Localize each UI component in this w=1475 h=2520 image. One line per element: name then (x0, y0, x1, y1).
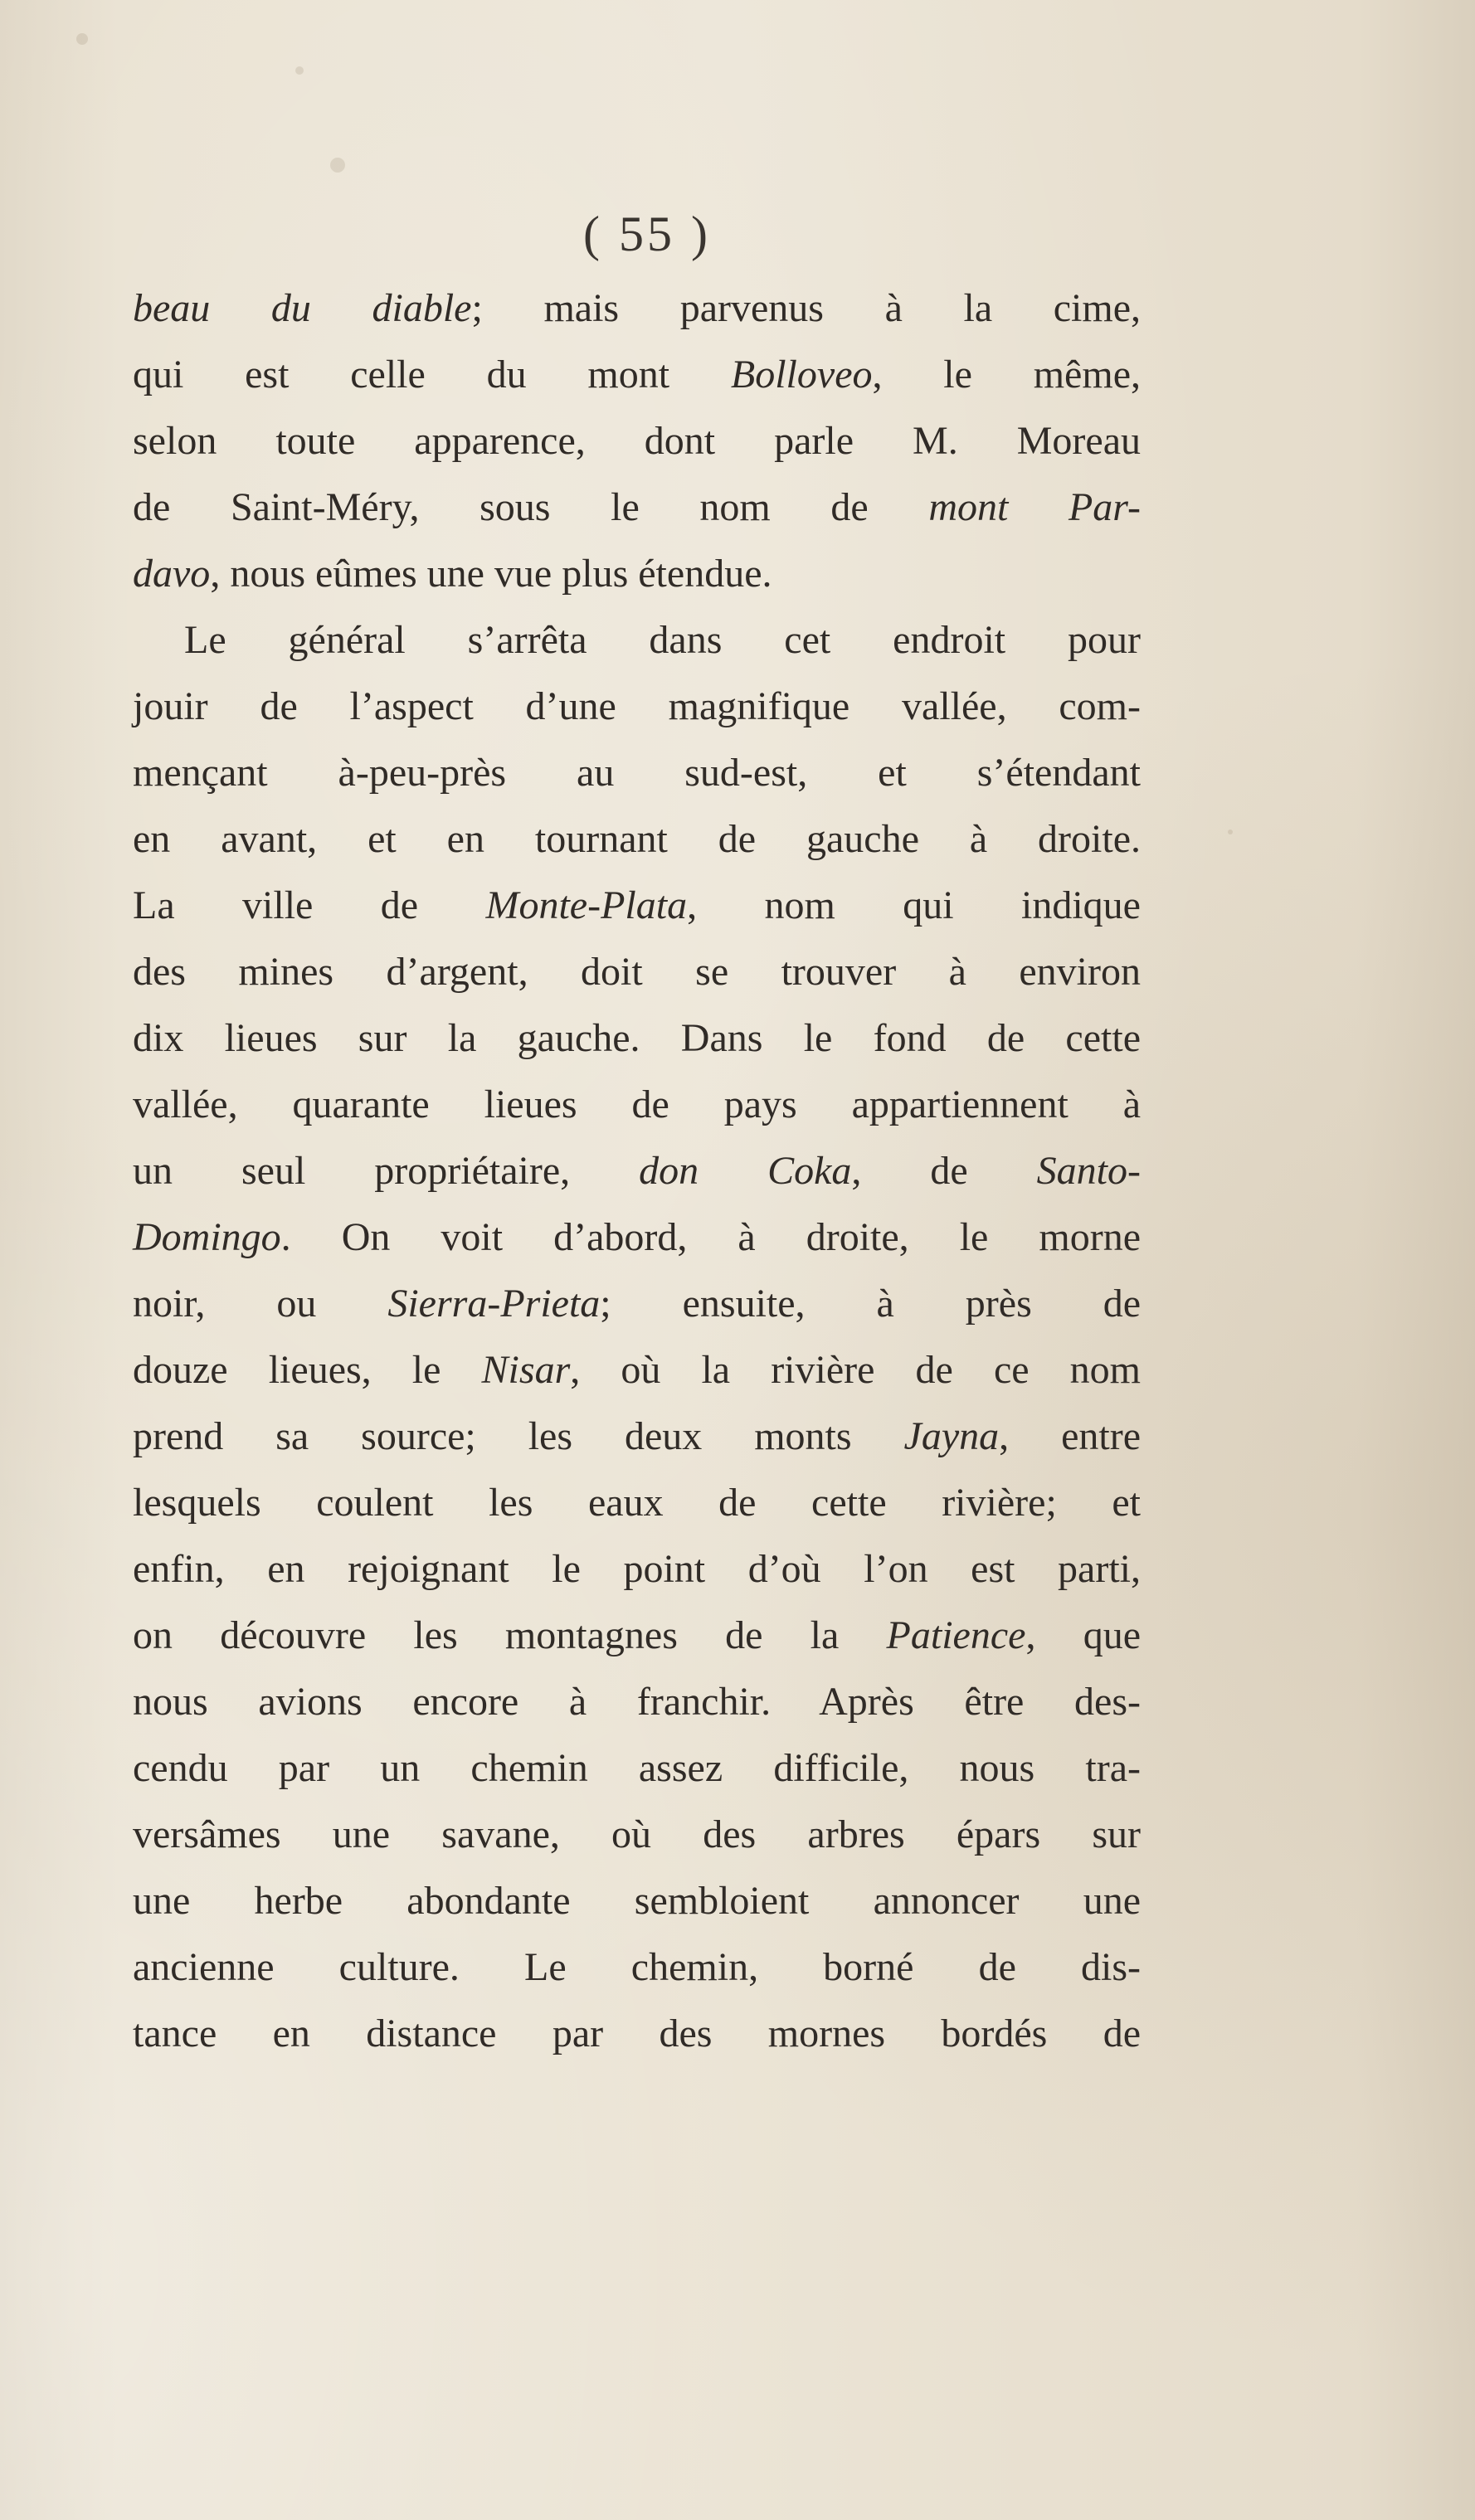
text-line (133, 1536, 1141, 1603)
italic-text: beau du diable (133, 286, 472, 330)
foxing-spot (330, 158, 345, 173)
page-number: ( 55 ) (583, 207, 711, 261)
text-line (133, 474, 1141, 541)
text-run: qui est celle du mont (133, 353, 731, 396)
foxing-spot (295, 66, 304, 75)
text-run: vallée, quarante lieues de pays appartiennent à (133, 1082, 1141, 1126)
text-line (133, 607, 1141, 674)
text-line (133, 275, 1141, 342)
text-line (133, 1868, 1141, 1934)
italic-text: Patience (886, 1613, 1026, 1657)
text-line (133, 342, 1141, 408)
text-line (133, 2001, 1141, 2067)
italic-text: mont Par- (928, 485, 1141, 529)
text-run: une herbe abondante sembloient annoncer une (133, 1879, 1141, 1923)
text-run: dix lieues sur la gauche. Dans le fond de cette (133, 1016, 1141, 1060)
text-run: tance en distance par des mornes bordés de (133, 2012, 1141, 2055)
text-line (133, 806, 1141, 873)
text-line (133, 1470, 1141, 1536)
text-line (133, 1934, 1141, 2001)
foxing-spot (76, 33, 88, 45)
text-run: , de (851, 1149, 1037, 1193)
text-line (133, 1404, 1141, 1470)
text-run: . On voit d’abord, à droite, le morne (280, 1215, 1141, 1259)
text-run: jouir de l’aspect d’une magnifique vallée, com- (133, 684, 1141, 728)
text-line (133, 1802, 1141, 1868)
text-line (133, 873, 1141, 939)
text-line (133, 1337, 1141, 1404)
text-run: mençant à-peu-près au sud-est, et s’étendant (133, 751, 1141, 795)
text-run: Le général s’arrêta dans cet endroit pour (184, 618, 1141, 662)
text-run: , que (1025, 1613, 1141, 1657)
italic-text: Monte-Plata (485, 883, 688, 927)
text-run: de Saint-Méry, sous le nom de (133, 485, 929, 529)
text-run: noir, ou (133, 1282, 388, 1326)
text-run: , entre (999, 1414, 1141, 1458)
text-run: , nom qui indique (687, 883, 1141, 927)
foxing-spot (1228, 829, 1233, 834)
text-line (133, 939, 1141, 1005)
text-line (133, 740, 1141, 806)
text-run: en avant, et en tournant de gauche à droite. (133, 817, 1141, 861)
text-run: un seul propriétaire, (133, 1149, 640, 1193)
text-line (133, 674, 1141, 740)
text-run: , où la rivière de ce nom (570, 1348, 1142, 1392)
text-run: lesquels coulent les eaux de cette rivière; et (133, 1481, 1141, 1525)
text-run: selon toute apparence, dont parle M. Moreau (133, 419, 1141, 463)
text-line (133, 541, 1141, 607)
text-run: , nous eûmes une vue plus étendue. (210, 552, 772, 596)
italic-text: Sierra-Prieta (387, 1282, 601, 1326)
text-run: enfin, en rejoignant le point d’où l’on est parti, (133, 1547, 1141, 1591)
italic-text: Nisar (481, 1348, 571, 1392)
text-line (133, 1138, 1141, 1204)
text-line (133, 1204, 1141, 1271)
text-run: douze lieues, le (133, 1348, 482, 1392)
italic-text: Domingo (133, 1215, 281, 1259)
text-run: ; mais parvenus à la cime, (471, 286, 1142, 330)
text-run: prend sa source; les deux monts (133, 1414, 904, 1458)
text-line (133, 1603, 1141, 1669)
text-run: La ville de (133, 883, 486, 927)
text-line (133, 1735, 1141, 1802)
italic-text: Bolloveo (730, 353, 873, 396)
text-line (133, 1271, 1141, 1337)
text-run: ; ensuite, à près de (600, 1282, 1142, 1326)
text-run: on découvre les montagnes de la (133, 1613, 887, 1657)
text-line (133, 1072, 1141, 1138)
text-run: nous avions encore à franchir. Après être des- (133, 1680, 1141, 1724)
text-line (133, 1669, 1141, 1735)
italic-text: davo (133, 552, 211, 596)
italic-text: Santo- (1036, 1149, 1141, 1193)
italic-text: Jayna (903, 1414, 1000, 1458)
text-run: , le même, (872, 353, 1142, 396)
text-line (133, 408, 1141, 474)
text-run: cendu par un chemin assez difficile, nous tra- (133, 1746, 1141, 1790)
body-text (133, 275, 1141, 2067)
text-run: ancienne culture. Le chemin, borné de dis- (133, 1945, 1141, 1989)
text-run: versâmes une savane, où des arbres épars sur (133, 1812, 1141, 1856)
text-line (133, 1005, 1141, 1072)
italic-text: don Coka (639, 1149, 852, 1193)
text-run: des mines d’argent, doit se trouver à environ (133, 950, 1141, 994)
